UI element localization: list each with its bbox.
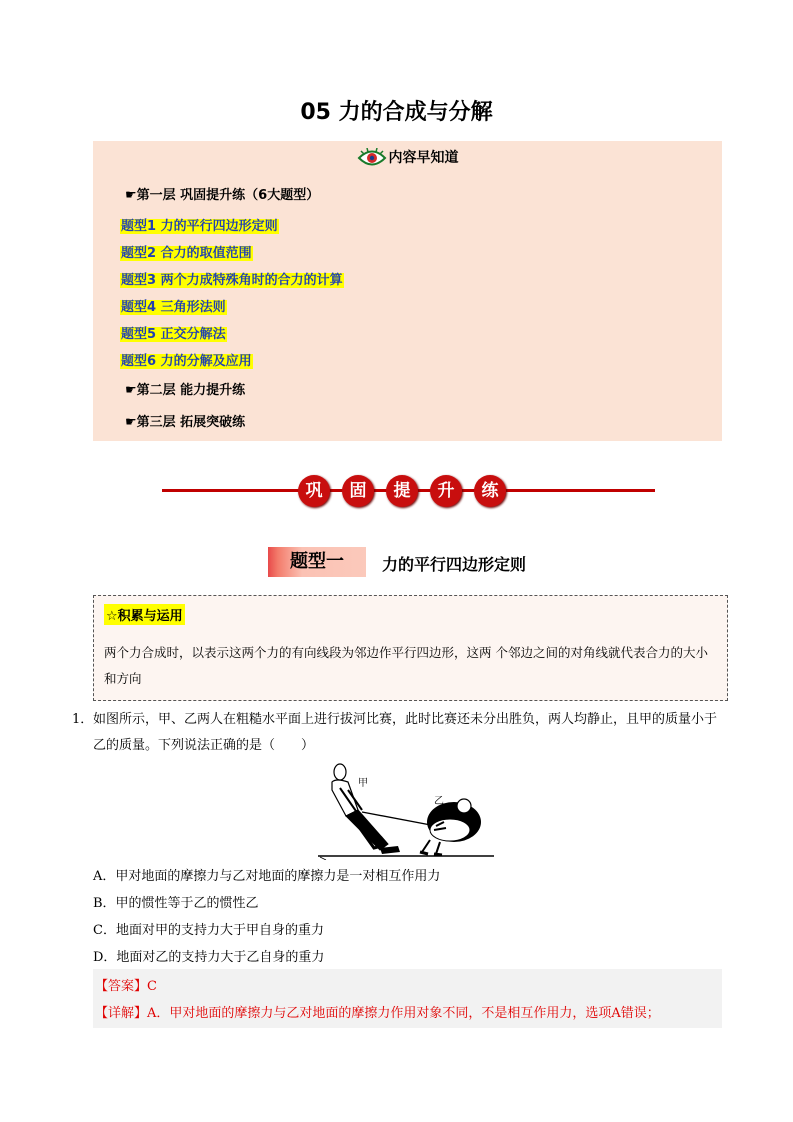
toc-topic-1[interactable]: 题型1 力的平行四边形定则 bbox=[121, 219, 278, 234]
option-c[interactable]: C．地面对甲的支持力大于甲自身的重力 bbox=[93, 923, 324, 938]
detail-text: A．甲对地面的摩擦力与乙对地面的摩擦力作用对象不同，不是相互作用力，选项A错误； bbox=[147, 1006, 660, 1021]
answer-value: C bbox=[147, 979, 157, 994]
banner-char-5: 练 bbox=[474, 475, 506, 507]
answer-line bbox=[95, 975, 157, 994]
page-title: 05 力的合成与分解 bbox=[300, 100, 493, 125]
toc-heading bbox=[93, 147, 722, 168]
banner-char-2: 固 bbox=[342, 475, 374, 507]
toc-topic-3[interactable]: 题型3 两个力成特殊角时的合力的计算 bbox=[121, 273, 343, 288]
note-text: 两个力合成时，以表示这两个力的有向线段为邻边作平行四边形，这两 个邻边之间的对角线就代表合力的大小和方向 bbox=[104, 645, 708, 686]
question-number: 1． bbox=[72, 712, 94, 727]
toc-topic-4[interactable]: 题型4 三角形法则 bbox=[121, 300, 226, 315]
toc-layer-2[interactable]: ☛第二层 能力提升练 bbox=[125, 383, 246, 398]
toc-topic-2[interactable]: 题型2 合力的取值范围 bbox=[121, 246, 252, 261]
toc-layer-1[interactable]: ☛第一层 巩固提升练（6大题型） bbox=[125, 188, 320, 203]
eye-icon bbox=[357, 148, 387, 168]
detail-label: 【详解】 bbox=[95, 1006, 148, 1021]
banner-char-3: 提 bbox=[386, 475, 418, 507]
figure-label-yi: 乙 bbox=[434, 796, 444, 807]
option-d[interactable]: D．地面对乙的支持力大于乙自身的重力 bbox=[93, 950, 325, 965]
toc-layer-3[interactable]: ☛第三层 拓展突破练 bbox=[125, 415, 246, 430]
banner-char-1: 巩 bbox=[298, 475, 330, 507]
figure-label-jia: 甲 bbox=[358, 778, 368, 789]
note-heading: ☆积累与运用 bbox=[104, 604, 185, 625]
question-text: 如图所示，甲、乙两人在粗糙水平面上进行拔河比赛，此时比赛还未分出胜负，两人均静止，且甲的质量小于乙的质量。下列说法正确的是（ ） bbox=[93, 712, 718, 753]
toc-heading-text: 内容早知道 bbox=[388, 150, 459, 166]
answer-box bbox=[93, 969, 722, 1028]
type-title: 力的平行四边形定则 bbox=[382, 555, 527, 574]
type-label: 题型一 bbox=[268, 547, 366, 577]
tug-of-war-figure bbox=[318, 760, 494, 860]
detail-line bbox=[95, 1002, 722, 1021]
option-b[interactable]: B．甲的惯性等于乙的惯性乙 bbox=[93, 896, 259, 911]
note-box bbox=[93, 595, 728, 701]
toc-topic-6[interactable]: 题型6 力的分解及应用 bbox=[121, 354, 252, 369]
option-a[interactable]: A．甲对地面的摩擦力与乙对地面的摩擦力是一对相互作用力 bbox=[93, 869, 441, 884]
toc-topic-5[interactable]: 题型5 正交分解法 bbox=[121, 327, 226, 342]
toc-box bbox=[93, 141, 722, 441]
answer-label: 【答案】 bbox=[95, 979, 148, 994]
banner-char-4: 升 bbox=[430, 475, 462, 507]
